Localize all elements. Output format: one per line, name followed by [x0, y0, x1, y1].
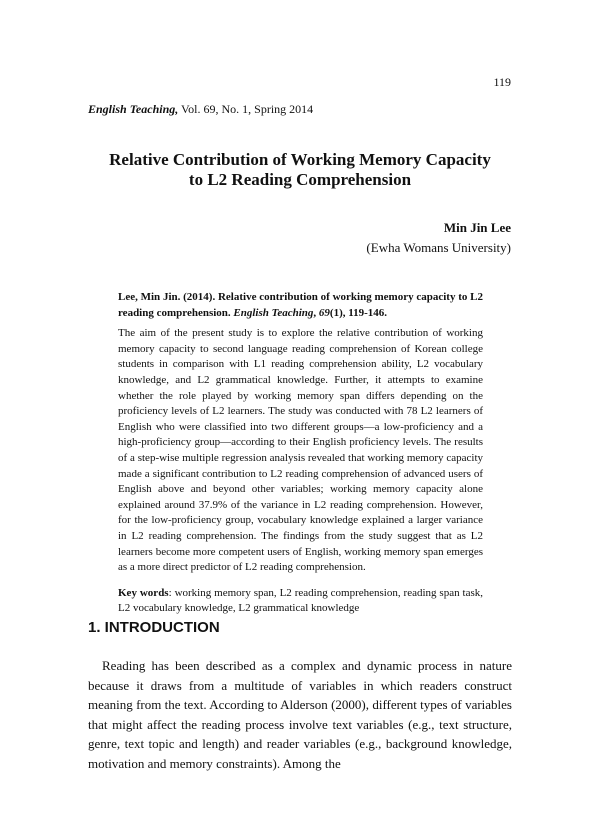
citation-text: Lee, Min Jin. (2014). Relative contribution of working memory capacity to L2 reading comprehension.: [118, 291, 483, 319]
title-line-1: Relative Contribution of Working Memory Capacity: [109, 150, 491, 169]
author-affiliation: (Ewha Womans University): [366, 240, 511, 255]
keywords: [118, 586, 483, 617]
keywords-text: : working memory span, L2 reading comprehension, reading span task, L2 vocabulary knowledge, L2 grammatical knowledge: [118, 586, 483, 615]
citation: [118, 290, 483, 321]
keywords-label: Key words: [118, 586, 169, 599]
author-name: Min Jin Lee: [443, 220, 511, 235]
page-number: 119: [493, 75, 511, 89]
citation-journal: English Teaching: [233, 306, 314, 319]
citation-separator: ,: [313, 306, 319, 319]
journal-header: [88, 102, 313, 117]
journal-issue: Vol. 69, No. 1, Spring 2014: [178, 102, 314, 116]
paper-title: [0, 150, 600, 190]
section-heading: 1. INTRODUCTION: [88, 619, 220, 636]
citation-pages: (1), 119-146.: [329, 306, 388, 319]
citation-volume: 69: [318, 306, 330, 319]
intro-paragraph: Reading has been described as a complex and dynamic process in nature because it draws from a multitude of variables in which readers construct meaning from the text. According to Alderson (2000), different types of variables that might affect the reading process involve text variables (e.g., text structure, genre, text topic and length) and reader variables (e.g., background knowledge, motivation and memory constraints). Among the: [88, 658, 512, 771]
journal-name: English Teaching,: [88, 102, 179, 116]
abstract-text: The aim of the present study is to explore the relative contribution of working memory capacity to second language reading comprehension of Korean college students in comparison with L1 reading comprehension ability, L2 vocabulary knowledge, and L2 grammatical knowledge. Further, it attempts to examine whether the role played by working memory span differs depending on the proficiency levels of L2 learners. The study was conducted with 78 L2 learners of English who were classified into two different groups—a low-proficiency and a high-proficiency group—according to their English proficiency levels. The results of a step-wise multiple regression analysis revealed that working memory capacity made a significant contribution to L2 reading comprehension of advanced users of English above and beyond other variables; working memory capacity alone explained around 37.9% of the variance in L2 reading comprehension. However, for the low-proficiency group, vocabulary knowledge explained a larger variance in L2 reading comprehension. The findings from the study suggest that as L2 learners become more competent users of English, working memory span emerges as a more direct predictor of L2 reading comprehension.: [118, 327, 483, 574]
abstract-block: [118, 290, 483, 617]
title-line-2: to L2 Reading Comprehension: [188, 170, 412, 189]
